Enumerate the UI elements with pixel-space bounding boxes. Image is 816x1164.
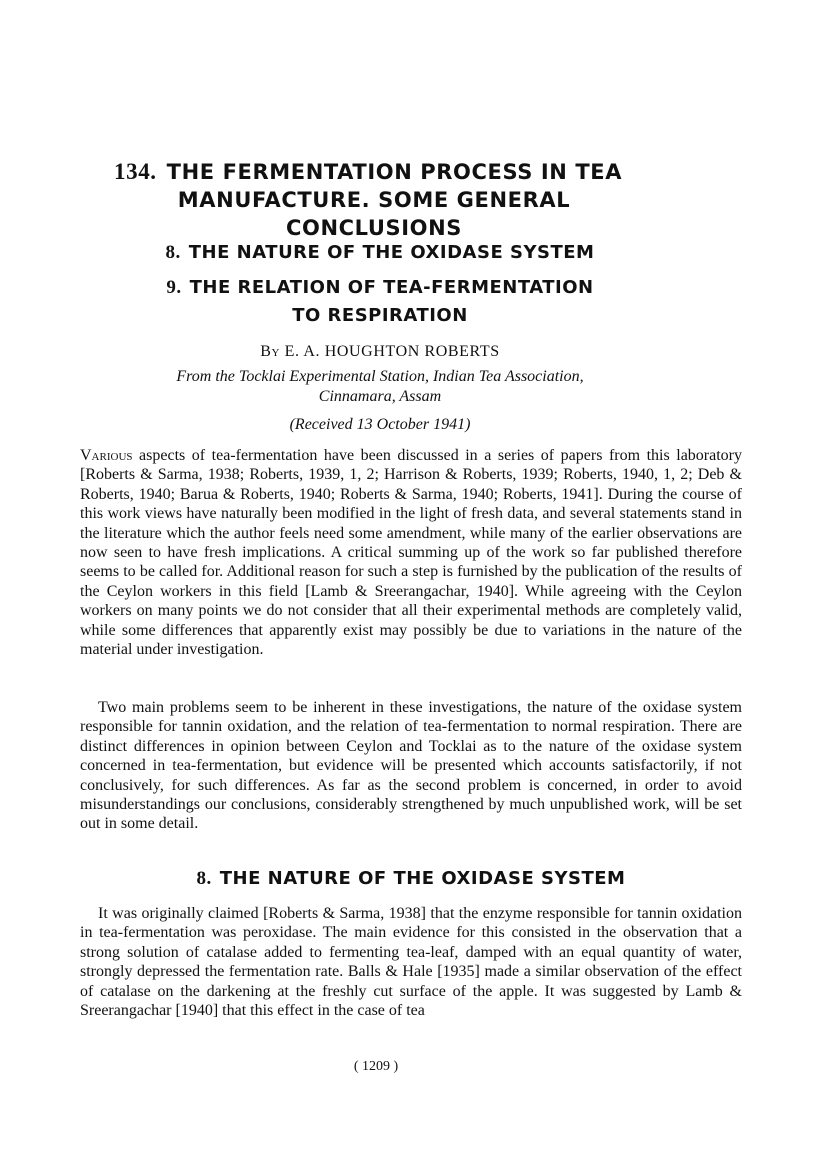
affiliation-line1: From the Tocklai Experimental Station, Indian Tea Association, — [176, 368, 584, 385]
affiliation — [100, 367, 660, 407]
subtitle-9-number: 9. — [166, 277, 182, 298]
received-date: (Received 13 October 1941) — [289, 416, 471, 433]
subtitle-9 — [100, 274, 660, 330]
paragraph-1-text: aspects of tea-fermentation have been discussed in a series of papers from this laboratory [Roberts & Sarma, 1938; Roberts, 1939, 1, 2; Harrison & Roberts, 1939; Roberts, 1940, 1, 2; Deb & Roberts, 1940; Barua & Roberts, 1940; Roberts & Sarma, 1940; Roberts, 1941]. During the course of this work views have naturally been modified in the light of fresh data, and several statements stand in the literature which the author feels need some amendment, while many of the earlier observations are now seen to have fresh implications. A critical summing up of the work so far published therefore seems to be called for. Additional reason for such a step is furnished by the publication of the results of the Ceylon workers in this field [Lamb & Sreerangachar, 1940]. While agreeing with the Ceylon workers on many points we do not consider that all their experimental methods are completely valid, while some differences that apparently exist may possibly be due to variations in the nature of the material under investigation. — [80, 447, 742, 659]
subtitle-8-text: THE NATURE OF THE OXIDASE SYSTEM — [188, 242, 595, 263]
subtitle-9-line2: TO RESPIRATION — [292, 305, 468, 326]
section-number: 8. — [196, 868, 212, 889]
article-title-line3: CONCLUSIONS — [285, 216, 463, 240]
subtitle-9-line1: 9. THE RELATION OF TEA-FERMENTATION — [166, 277, 594, 298]
article-number: 134. — [114, 159, 157, 184]
paragraph-2: Two main problems seem to be inherent in these investigations, the nature of the oxidase system responsible for tannin oxidation, and the relation of tea-fermentation to normal respiration. There are distinct differences in opinion between Ceylon and Tocklai as to the nature of the oxidase system concerned in tea-fermentation, but evidence will be presented which accounts satisfactorily, if not conclusively, for such differences. As far as the second problem is concerned, in order to avoid misunderstandings our conclusions, considerably strengthened by much unpublished work, will be set out in some detail. — [80, 699, 742, 833]
author-line — [100, 343, 660, 361]
section-title: THE NATURE OF THE OXIDASE SYSTEM — [219, 868, 626, 889]
paragraph-1-lead: Various — [80, 447, 133, 464]
paragraph-3: It was originally claimed [Roberts & Sarma, 1938] that the enzyme responsible for tannin oxidation in tea-fermentation was peroxidase. The main evidence for this consisted in the observation that a strong solution of catalase added to fermenting tea-leaf, damped with an equal quantity of water, strongly depressed the fermentation rate. Balls & Hale [1935] made a similar observation of the effect of catalase on the darkening at the freshly cut surface of the apple. It was suggested by Lamb & Sreerangachar [1940] that this effect in the case of tea — [80, 905, 742, 1020]
author-name: E. A. HOUGHTON ROBERTS — [284, 343, 500, 360]
paragraph-1 — [80, 446, 742, 659]
author-prefix: By — [260, 343, 281, 360]
page-number: ( 1209 ) — [353, 1059, 399, 1074]
section-heading — [80, 868, 742, 890]
article-title-line1: 134. THE FERMENTATION PROCESS IN TEA — [114, 159, 623, 184]
subtitle-8 — [100, 242, 660, 264]
article-title-line2: MANUFACTURE. SOME GENERAL — [177, 188, 571, 212]
affiliation-line2: Cinnamara, Assam — [318, 388, 442, 405]
subtitle-8-number: 8. — [165, 242, 181, 263]
article-title — [104, 158, 644, 242]
